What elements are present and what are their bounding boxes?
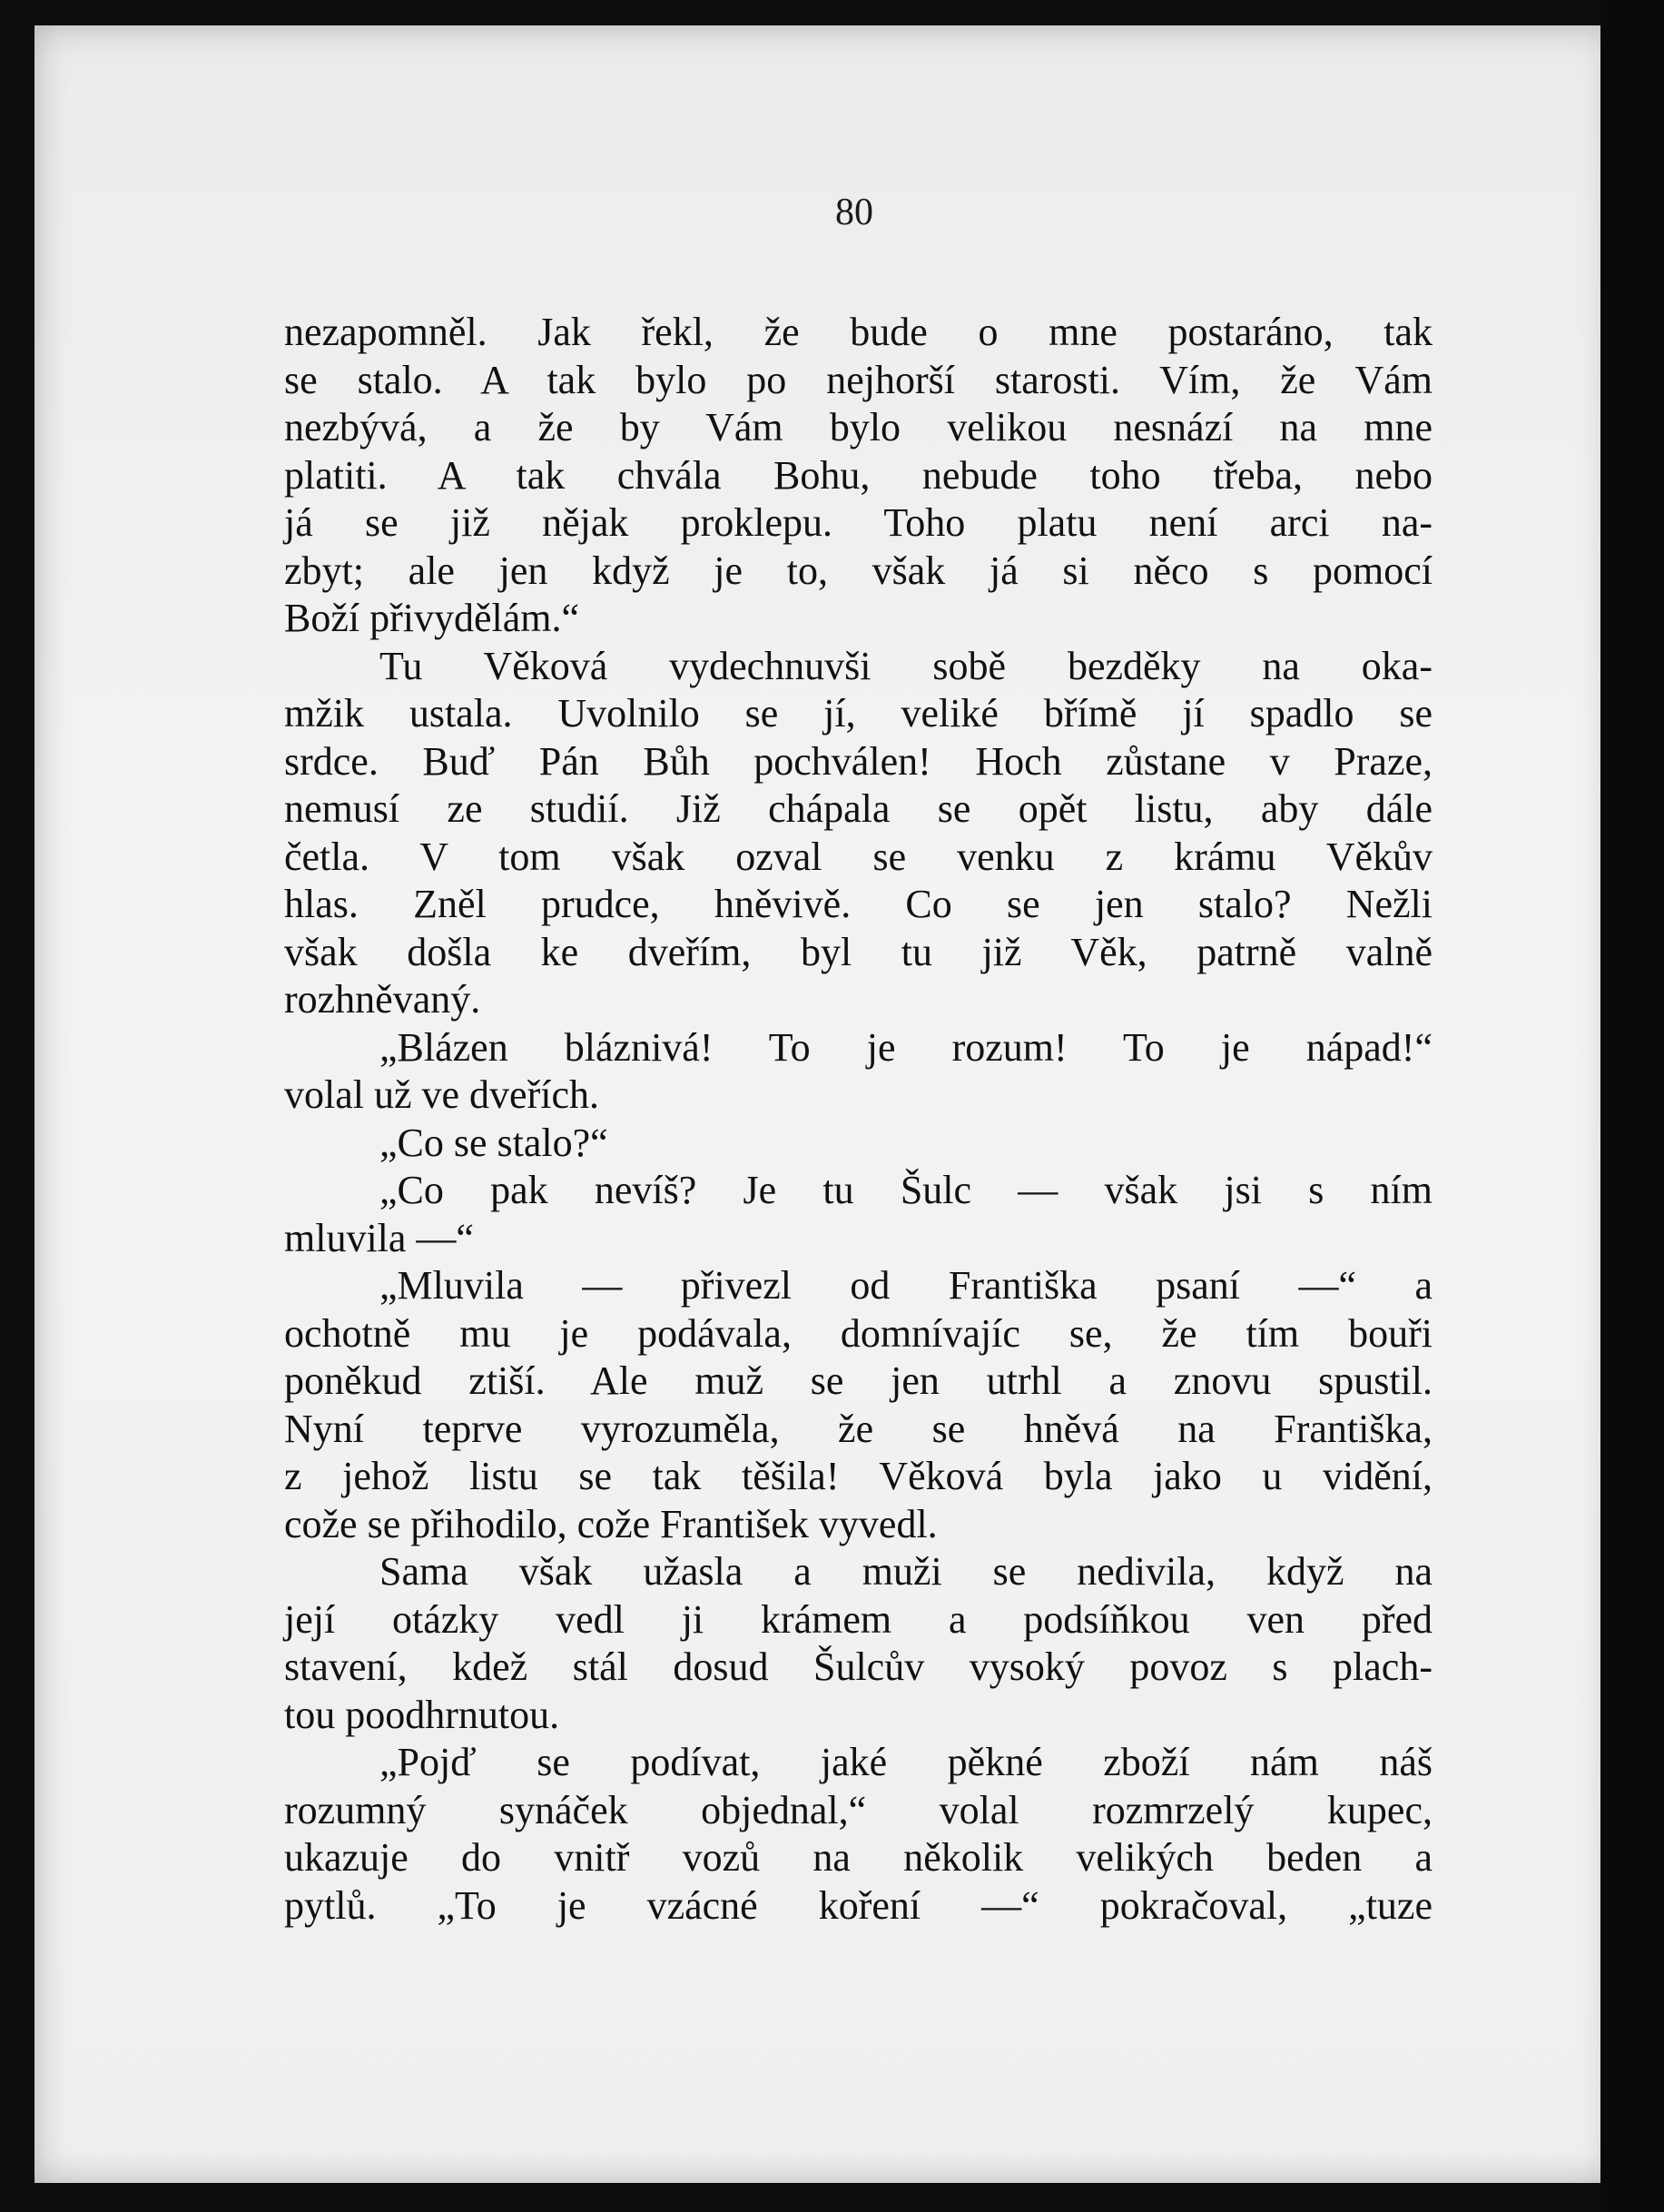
scan-dark-edge	[1600, 0, 1664, 2212]
text-line: Nyní teprve vyrozuměla, že se hněvá na Františka,	[284, 1406, 1433, 1451]
text-line: četla. V tom však ozval se venku z krámu Věkův	[284, 834, 1433, 879]
text-line: zbyt; ale jen když je to, však já si něco s pomocí	[284, 548, 1433, 593]
text-line: tou poodhrnutou.	[284, 1692, 560, 1737]
text-line: mžik ustala. Uvolnilo se jí, veliké břímě jí spadlo se	[284, 691, 1433, 736]
text-line: „Blázen bláznivá! To je rozum! To je nápad!“	[379, 1024, 1433, 1070]
text-line: hlas. Zněl prudce, hněvivě. Co se jen stalo? Nežli	[284, 882, 1433, 926]
text-line: rozhněvaný.	[284, 977, 481, 1022]
text-line: „Co pak nevíš? Je tu Šulc — však jsi s ním	[379, 1168, 1433, 1212]
text-line: srdce. Buď Pán Bůh pochválen! Hoch zůstane v Praze,	[284, 738, 1433, 784]
text-line: „Mluvila — přivezl od Františka psaní —“ a	[379, 1263, 1433, 1308]
text-line: Sama však užasla a muži se nedivila, když na	[379, 1549, 1433, 1594]
text-line: platiti. A tak chvála Bohu, nebude toho třeba, nebo	[284, 452, 1433, 498]
text-line: stavení, kdež stál dosud Šulcův vysoký povoz s plach-	[284, 1644, 1433, 1689]
text-line: poněkud ztiší. Ale muž se jen utrhl a znovu spustil.	[284, 1358, 1433, 1403]
text-line: pytlů. „To je vzácné koření —“ pokračoval, „tuze	[284, 1882, 1433, 1928]
text-line: já se již nějak proklepu. Toho platu není arci na-	[284, 500, 1433, 545]
text-line: „Co se stalo?“	[379, 1120, 608, 1165]
page-number: 80	[835, 192, 873, 233]
text-line: Boží přivydělám.“	[284, 596, 580, 640]
text-line: nemusí ze studií. Již chápala se opět listu, aby dále	[284, 786, 1433, 831]
text-line: její otázky vedl ji krámem a podsíňkou ven před	[284, 1596, 1433, 1642]
text-line: „Pojď se podívat, jaké pěkné zboží nám náš	[379, 1740, 1433, 1784]
body-text	[284, 309, 1433, 1930]
text-line: nezbývá, a že by Vám bylo velikou nesnází na mne	[284, 405, 1433, 449]
text-line: nezapomněl. Jak řekl, že bude o mne postaráno, tak	[284, 310, 1433, 354]
text-line: cože se přihodilo, cože František vyvedl.	[284, 1501, 938, 1546]
text-line: však došla ke dveřím, byl tu již Věk, patrně valně	[284, 929, 1433, 974]
text-line: mluvila —“	[284, 1215, 474, 1260]
text-line: se stalo. A tak bylo po nejhorší starosti. Vím, že Vám	[284, 357, 1433, 402]
text-line: volal už ve dveřích.	[284, 1072, 599, 1117]
text-line: z jehož listu se tak těšila! Věková byla jako u vidění,	[284, 1454, 1433, 1498]
text-line: rozumný synáček objednal,“ volal rozmrzelý kupec,	[284, 1787, 1433, 1832]
text-line: ochotně mu je podávala, domnívajíc se, že tím bouři	[284, 1310, 1433, 1356]
text-line: Tu Věková vydechnuvši sobě bezděky na oka-	[379, 643, 1433, 688]
text-line: ukazuje do vnitř vozů na několik velikých beden a	[284, 1835, 1433, 1880]
